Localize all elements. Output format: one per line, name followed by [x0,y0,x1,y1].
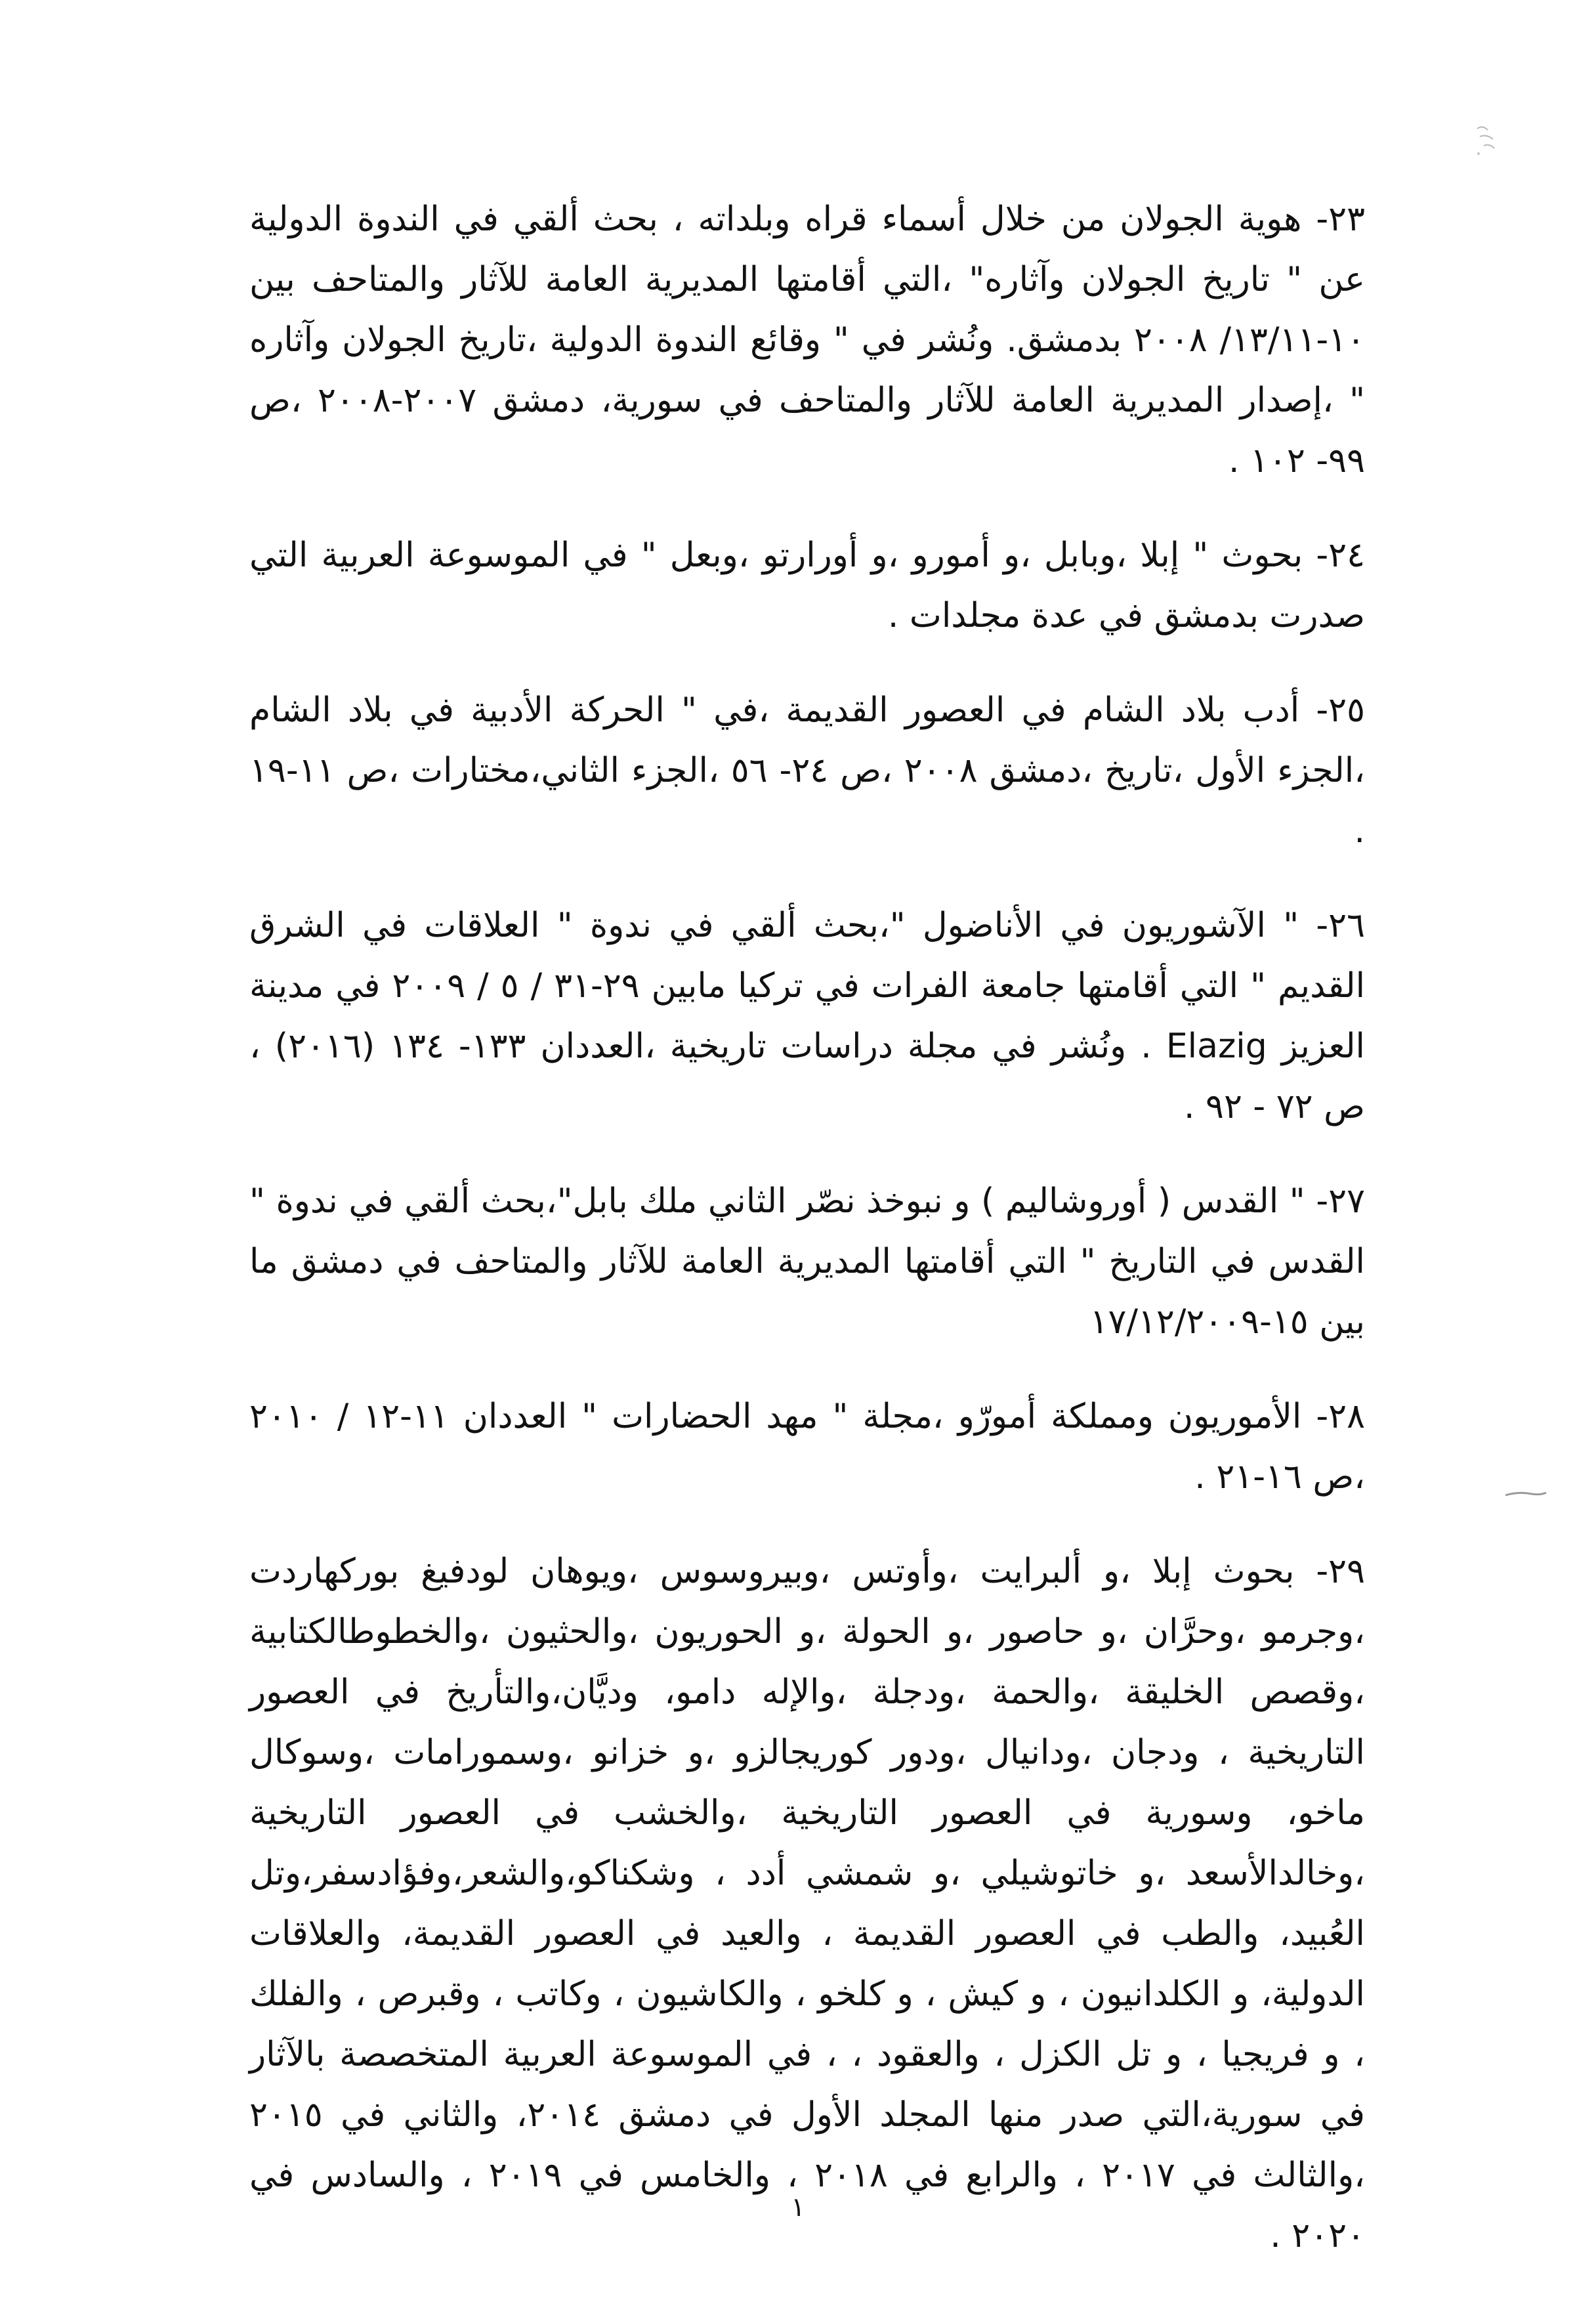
entry-text: ٢٨- الأموريون ومملكة أمورّو ،مجلة " مهد الحضارات " العددان ١١-١٢ / ٢٠١٠ ،ص ١٦-٢١ . [249,1397,1365,1497]
entry-text: ٢٥- أدب بلاد الشام في العصور القديمة ،في " الحركة الأدبية في بلاد الشام ،الجزء الأول ،تاريخ ،دمشق ٢٠٠٨ ،ص ٢٤- ٥٦ ،الجزء الثاني،مختارات ،ص ١١-١٩ . [249,691,1365,851]
list-item [249,525,1365,646]
entry-text: ٢٩- بحوث إبلا ،و ألبرايت ،وأوتس ،وبيروسوس ،ويوهان لودفيغ بوركهاردت ،وجرمو ،وحرَّان ،و حاصور ،و الحولة ،و الحوريون ،والحثيون ،والخطوطالكتابية ،وقصص الخليقة ،والحمة ،ودجلة ،والإله دامو، وديَّان،والتأريخ في العصور التاريخية ، ودجان ،ودانيال ،ودور كوريجالزو ،و خزانو ،وسمورامات ،وسوكال ماخو، وسورية في العصور التاريخية ،والخشب في العصور التاريخية ،وخالدالأسعد ،و خاتوشيلي ،و شمشي أدد ، وشكناكو،والشعر،وفؤادسفر،وتل العُبيد، والطب في العصور القديمة ، والعيد في العصور القديمة، والعلاقات الدولية، و الكلدانيون ، و كيش ، و كلخو ، والكاشيون ، وكاتب ، وقبرص ، والفلك ، و فريجيا ، و تل الكزل ، والعقود ، ، في الموسوعة العربية المتخصصة بالآثار في سورية،التي صدر منها المجلد الأول في دمشق ٢٠١٤، والثاني في ٢٠١٥ ،والثالث في ٢٠١٧ ، والرابع في ٢٠١٨ ، والخامس في ٢٠١٩ ، والسادس في ٢٠٢٠ . [249,1552,1365,2255]
entry-text: ٢٦- " الآشوريون في الأناضول "،بحث ألقي في ندوة " العلاقات في الشرق القديم " التي أقامتها جامعة الفرات في تركيا مابين ٢٩-٣١ / ٥ / ٢٠٠٩ في مدينة العزيز Elazig . ونُشر في مجلة دراسات تاريخية ،العددان ١٣٣- ١٣٤ (٢٠١٦) ، ص ٧٢ - ٩٢ . [249,906,1366,1126]
list-item [249,1541,1365,2266]
page-number: ١ [791,2192,805,2223]
entry-text: ٢٣- هوية الجولان من خلال أسماء قراه وبلداته ، بحث ألقي في الندوة الدولية عن " تاريخ الجولان وآثاره" ،التي أقامتها المديرية العامة للآثار والمتاحف بين ١٠-١٣/١١/ ٢٠٠٨ بدمشق. ونُشر في " وقائع الندوة الدولية ،تاريخ الجولان وآثاره " ،إصدار المديرية العامة للآثار والمتاحف في سورية، دمشق ٢٠٠٧-٢٠٠٨ ،ص ٩٩- ١٠٢ . [249,200,1365,480]
margin-pencil-mark-icon [1503,1483,1549,1503]
list-item [249,189,1365,491]
list-item [249,895,1365,1137]
list-item [249,1171,1365,1352]
entry-text: ٢٤- بحوث " إبلا ،وبابل ،و أمورو ،و أورارتو ،وبعل " في الموسوعة العربية التي صدرت بدمشق في عدة مجلدات . [249,536,1365,635]
list-item [249,680,1365,861]
scan-speck-icon [1473,122,1500,159]
list-item [249,1386,1365,1507]
bibliography-list [249,189,1365,2300]
entry-text: ٢٧- " القدس ( أوروشاليم ) و نبوخذ نصّر الثاني ملك بابل"،بحث ألقي في ندوة " القدس في التاريخ " التي أقامتها المديرية العامة للآثار والمتاحف في دمشق ما بين ١٥-١٧/١٢/٢٠٠٩ [249,1182,1365,1342]
